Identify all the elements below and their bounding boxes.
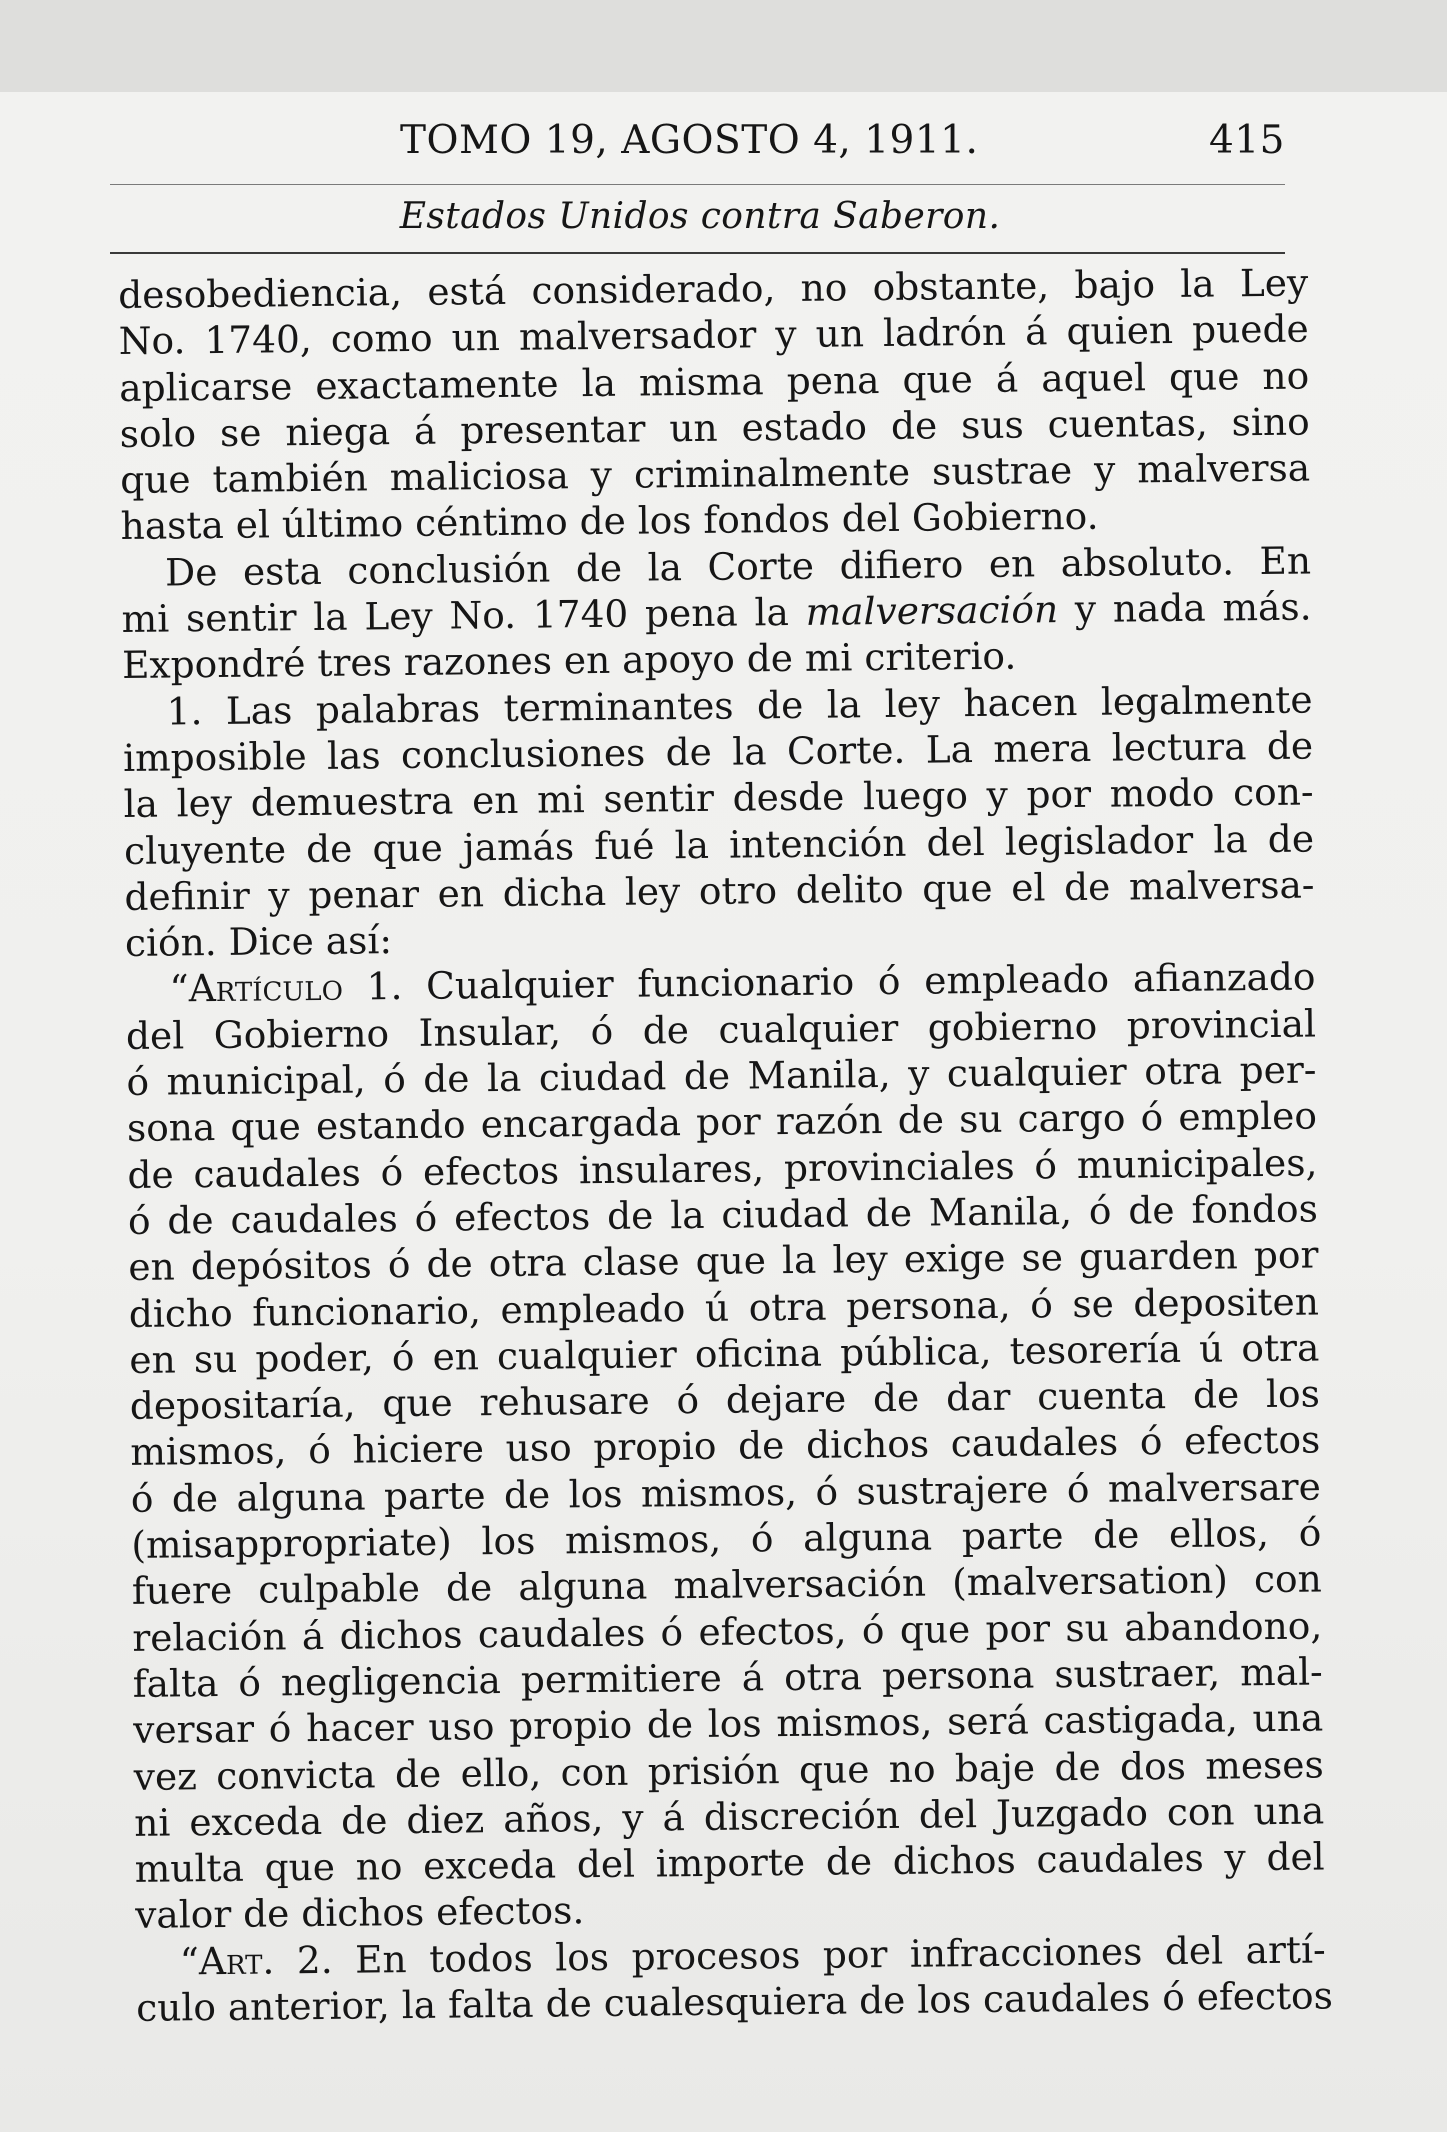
text-line: valor de dichos efectos. — [134, 1888, 585, 1938]
text-line: vez convicta de ello, con prisión que no baje de dos meses — [133, 1741, 1324, 1799]
text-line: cluyente de que jamás fué la intención del legislador la de — [123, 816, 1315, 873]
text-line: la ley demuestra en mi sentir desde luego y por modo con- — [123, 769, 1314, 827]
text-segment: 1. Cualquier funcionario ó empleado afianzado — [342, 954, 1316, 1010]
scan-top-margin — [0, 0, 1447, 92]
text-line: Expondré tres razones en apoyo de mi criterio. — [121, 633, 1017, 688]
text-line: del Gobierno Insular, ó de cualquier gobierno provincial — [125, 1001, 1317, 1058]
text-line: desobediencia, está considerado, no obstante, bajo la Ley — [118, 260, 1309, 317]
text-line: dicho funcionario, empleado ú otra persona, ó se depositen — [128, 1279, 1320, 1336]
text-line: en depósitos ó de otra clase que la ley exige se guarden por — [128, 1232, 1319, 1290]
text-line: solo se niega á presentar un estado de sus cuentas, sino — [119, 399, 1310, 456]
running-title: TOMO 19, AGOSTO 4, 1911. — [400, 118, 979, 163]
text-line: ción. Dice así: — [124, 918, 393, 966]
text-line: (misappropriate) los mismos, ó alguna parte de ellos, ó — [131, 1510, 1322, 1567]
header-rule-top — [110, 184, 1285, 185]
text-segment: mi sentir la Ley No. 1740 pena la — [121, 589, 806, 642]
text-line: No. 1740, como un malversador y un ladrón á quien puede — [118, 306, 1309, 364]
text-line: culo anterior, la falta de cualesquiera de los caudales ó efectos — [135, 1973, 1334, 2030]
text-line: ó de caudales ó efectos de la ciudad de Manila, ó de fondos — [127, 1186, 1319, 1243]
italic-term: malversación — [805, 587, 1059, 634]
body-text — [118, 260, 1334, 2032]
text-line: de caudales ó efectos insulares, provinciales ó municipales, — [127, 1140, 1318, 1197]
text-line: que también maliciosa y criminalmente sustrae y malversa — [119, 445, 1311, 503]
text-line: multa que no exceda del importe de dichos caudales y del — [134, 1834, 1325, 1892]
text-line: 1. Las palabras terminantes de la ley hacen legalmente — [166, 677, 1313, 734]
text-line: falta ó negligencia permitiere á otra persona sustraer, mal- — [132, 1649, 1323, 1706]
text-line: hasta el último céntimo de los fondos del Gobierno. — [120, 494, 1099, 549]
text-line: depositaría, que rehusare ó dejare de dar cuenta de los — [129, 1371, 1321, 1429]
text-line: De esta conclusión de la Corte difiero en absoluto. En — [164, 538, 1312, 595]
page-number: 415 — [1209, 118, 1285, 163]
article-label: Art. — [198, 1938, 275, 1983]
text-line: aplicarse exactamente la misma pena que á aquel que no — [118, 353, 1310, 410]
text-line: fuere culpable de alguna malversación (malversation) con — [131, 1556, 1322, 1614]
text-line: ni exceda de diez años, y á discreción del Juzgado con una — [134, 1788, 1325, 1845]
text-line: sona que estando encargada por razón de su cargo ó empleo — [126, 1093, 1318, 1151]
case-title: Estados Unidos contra Saberon. — [399, 196, 1001, 237]
text-line: ó de alguna parte de los mismos, ó sustrajere ó malversare — [130, 1464, 1322, 1521]
header-rule-bottom — [110, 252, 1285, 254]
text-line: ó municipal, ó de la ciudad de Manila, y cualquier otra per- — [126, 1047, 1317, 1105]
running-head — [115, 118, 1285, 168]
text-segment: y nada más. — [1057, 584, 1312, 632]
open-quote: “ — [169, 966, 189, 1011]
open-quote: “ — [179, 1938, 200, 1984]
article-label: Artículo — [188, 965, 344, 1011]
text-line: relación á dichos caudales ó efectos, ó que por su abandono, — [132, 1603, 1323, 1660]
text-segment: 2. En todos los procesos por infracciones del artí- — [274, 1927, 1326, 1983]
text-line: en su poder, ó en cualquier oficina pública, tesorería ú otra — [129, 1325, 1320, 1382]
text-line: versar ó hacer uso propio de los mismos, será castigada, una — [133, 1695, 1324, 1753]
text-line: definir y penar en dicha ley otro delito que el de malversa- — [124, 862, 1315, 919]
text-line: imposible las conclusiones de la Corte. La mera lectura de — [122, 723, 1314, 780]
text-line: mismos, ó hiciere uso propio de dichos caudales ó efectos — [130, 1417, 1321, 1475]
